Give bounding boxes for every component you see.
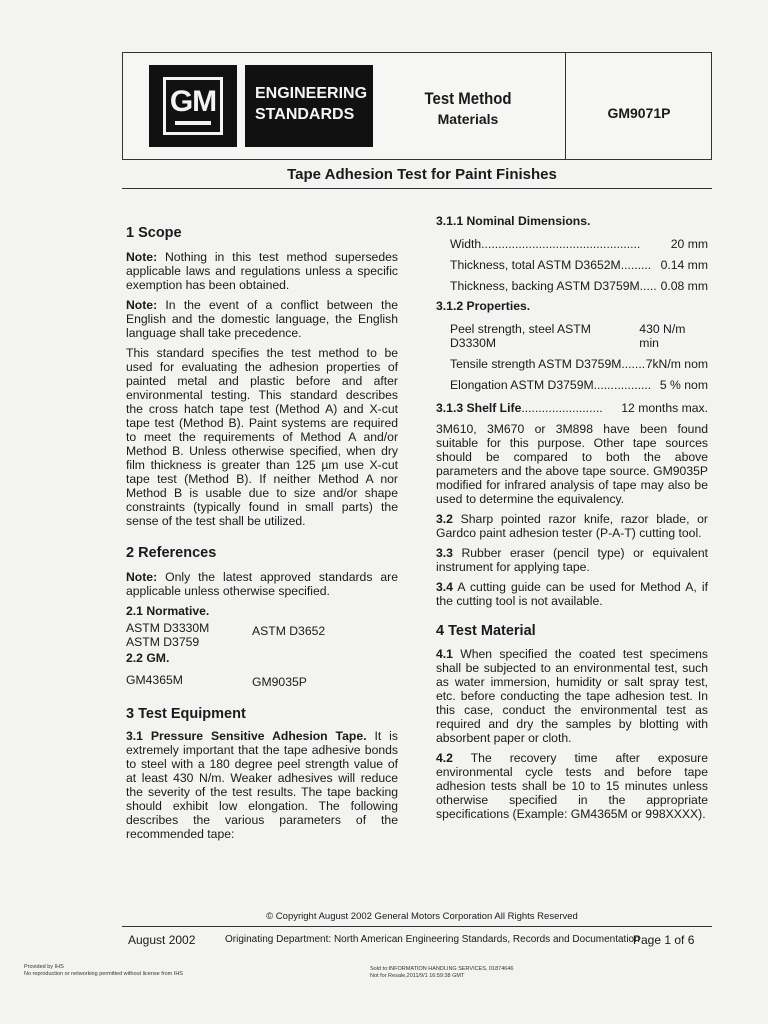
dims-heading: 3.1.1 Nominal Dimensions. xyxy=(436,214,591,228)
document-title: Tape Adhesion Test for Paint Finishes xyxy=(287,166,557,183)
right-column xyxy=(436,214,708,821)
sale-line: Not for Resale,2011/9/1 16:59:38 GMT xyxy=(370,973,465,979)
note-label: Note: xyxy=(126,250,158,264)
leader-dots: ........................ xyxy=(521,401,603,415)
leader-dots: ..... xyxy=(639,279,657,293)
provider-notice xyxy=(24,964,183,978)
props-label-text: Tensile strength ASTM D3759M xyxy=(450,357,622,371)
normative-item: ASTM D3652 xyxy=(252,624,326,638)
dims-label xyxy=(450,258,651,272)
leader-dots: ................. xyxy=(593,378,652,392)
references-note xyxy=(126,570,398,598)
test-method-label: Test Method xyxy=(424,89,512,108)
sale-line: Sold to:INFORMATION HANDLING SERVICES, 01874646 xyxy=(370,966,514,972)
shelf-life-row xyxy=(436,401,708,415)
footer-department: Originating Department: North American Engineering Standards, Records and Documentation xyxy=(225,934,640,945)
dims-row xyxy=(450,258,708,272)
normative-item: ASTM D3759 xyxy=(126,635,200,649)
note-text: In the event of a conflict between the English and the domestic language, the English language shall take precedence. xyxy=(126,298,398,340)
section-4-2 xyxy=(436,751,708,821)
shelf-life-label xyxy=(436,401,603,415)
dims-value: 0.08 mm xyxy=(660,279,708,293)
section-text: When specified the coated test specimens shall be subjected to an environmental test, such as water immersion, humidity or salt spray test, etc. before conducting the tape adhesion test. In this case, conduct the environmental test as required and dry the samples by blotting with absorbent paper or cloth. xyxy=(436,647,708,745)
copyright-notice: © Copyright August 2002 General Motors Corporation All Rights Reserved xyxy=(266,911,578,922)
dims-value: 20 mm xyxy=(670,237,708,251)
engineering-standards-badge xyxy=(245,65,373,147)
dims-row xyxy=(450,279,708,293)
badge-line-2: STANDARDS xyxy=(255,106,355,123)
note-text: Nothing in this test method supersedes applicable laws and regulations unless a specific exemption has been obtained. xyxy=(126,250,398,292)
provider-line: No reproduction or networking permitted without license from IHS xyxy=(24,971,183,977)
footer-rule xyxy=(122,926,712,927)
section-label: 4.2 xyxy=(436,751,453,765)
note-text: Only the latest approved standards are applicable unless otherwise specified. xyxy=(126,570,398,598)
section-3-2 xyxy=(436,512,708,540)
dims-label-text: Thickness, backing ASTM D3759M xyxy=(450,279,640,293)
props-row xyxy=(450,322,708,350)
dims-label xyxy=(450,237,640,251)
gm-heading: 2.2 GM. xyxy=(126,651,170,665)
test-material-heading: 4 Test Material xyxy=(436,623,536,639)
gm-list xyxy=(126,673,398,689)
normative-heading: 2.1 Normative. xyxy=(126,604,210,618)
dims-label xyxy=(450,279,657,293)
sale-notice xyxy=(370,966,513,980)
normative-item: ASTM D3330M xyxy=(126,621,210,635)
section-label: 3.4 xyxy=(436,580,453,594)
normative-list xyxy=(126,621,398,649)
section-label: 4.1 xyxy=(436,647,453,661)
section-text: Sharp pointed razor knife, razor blade, or Gardco paint adhesion tester (P-A-T) cutting tool. xyxy=(436,512,708,540)
props-label xyxy=(450,357,645,371)
props-row xyxy=(450,357,708,371)
section-text: Rubber eraser (pencil type) or equivalent instrument for applying tape. xyxy=(436,546,708,574)
props-value: 5 % nom xyxy=(659,378,708,392)
props-row xyxy=(450,378,708,392)
section-label: 3.2 xyxy=(436,512,453,526)
section-4-1 xyxy=(436,647,708,745)
normative-col-a xyxy=(126,621,252,649)
left-column xyxy=(126,226,398,841)
section-3-3 xyxy=(436,546,708,574)
dims-label-text: Width xyxy=(450,237,482,251)
shelf-life-heading: 3.1.3 Shelf Life xyxy=(436,401,522,415)
gm-logo-underline xyxy=(175,121,211,125)
header-box xyxy=(122,52,712,160)
gm-logo-text: GM xyxy=(169,85,217,118)
materials-label: Materials xyxy=(437,111,499,127)
leader-dots: ......... xyxy=(620,258,652,272)
section-label: 3.3 xyxy=(436,546,453,560)
provider-line: Provided by IHS xyxy=(24,964,64,970)
section-3-4 xyxy=(436,580,708,608)
dims-label-text: Thickness, total ASTM D3652M xyxy=(450,258,621,272)
section-label: 3.1 Pressure Sensitive Adhesion Tape. xyxy=(126,729,367,743)
gm-item: GM9035P xyxy=(252,675,307,689)
gm-logo-mark xyxy=(163,77,223,135)
shelf-life-value: 12 months max. xyxy=(621,401,708,415)
section-text: A cutting guide can be used for Method A, if the cutting tool is not available. xyxy=(436,580,708,608)
badge-line-1: ENGINEERING xyxy=(255,85,368,102)
scope-note-2 xyxy=(126,298,398,340)
scope-heading: 1 Scope xyxy=(126,225,182,241)
gm-item: GM4365M xyxy=(126,673,183,687)
shelf-life-paragraph: 3M610, 3M670 or 3M898 have been found suitable for this purpose. Other tape sources should be compared to both the above parameters and the above tape source. GM9035P modified for infrared analysis of tape may also be used to determine the equivalency. xyxy=(436,422,708,506)
references-heading: 2 References xyxy=(126,545,217,561)
props-list xyxy=(436,322,708,392)
dims-list xyxy=(436,237,708,293)
props-value: 430 N/m min xyxy=(639,322,686,350)
props-label: Peel strength, steel ASTM D3330M xyxy=(450,322,591,350)
scope-note-1 xyxy=(126,250,398,292)
leader-dots: ............................................... xyxy=(481,237,641,251)
title-rule xyxy=(122,188,712,189)
leader-dots: ....... xyxy=(621,357,646,371)
footer-date: August 2002 xyxy=(128,933,196,947)
equipment-3-1 xyxy=(126,729,398,841)
props-value: 7kN/m nom xyxy=(645,357,708,371)
normative-col-b xyxy=(252,621,325,649)
note-label: Note: xyxy=(126,298,158,312)
scope-paragraph: This standard specifies the test method to be used for evaluating the adhesion properties of painted metal and plastic before and after environmental testing. This standard describes the cross hatch tape test (Method A) and X-cut tape test (Method B). Paint systems are required to meet the requirements of Method A and/or Method B. Unless otherwise specified, when dry film thickness is greater than 125 µm use X-cut tape test (Method B). If neither Method A nor Method B is usable due to size and/or shape constraints (typically found in small parts) the sense of the test shall be utilized. xyxy=(126,346,398,528)
dims-value: 0.14 mm xyxy=(660,258,708,272)
props-label-text: Elongation ASTM D3759M xyxy=(450,378,594,392)
props-heading: 3.1.2 Properties. xyxy=(436,299,531,313)
section-text: It is extremely important that the tape adhesive bonds to steel with a 180 degree peel strength value of at least 430 N/m. Weaker adhesives will reduce the severity of the test results. The tape backing should exhibit low elongation. The following describes the various parameters of the recommended tape: xyxy=(126,729,398,841)
props-label xyxy=(450,378,651,392)
gm-logo xyxy=(149,65,237,147)
document-number: GM9071P xyxy=(607,105,671,121)
dims-row xyxy=(450,237,708,251)
section-text: The recovery time after exposure environmental cycle tests and before tape adhesion tests shall be 10 to 15 minutes unless otherwise specified in the appropriate specifications (Example: GM4365M or 998XXXX). xyxy=(436,751,708,821)
note-label: Note: xyxy=(126,570,158,584)
equipment-heading: 3 Test Equipment xyxy=(126,706,246,722)
page-number: Page 1 of 6 xyxy=(633,933,695,947)
